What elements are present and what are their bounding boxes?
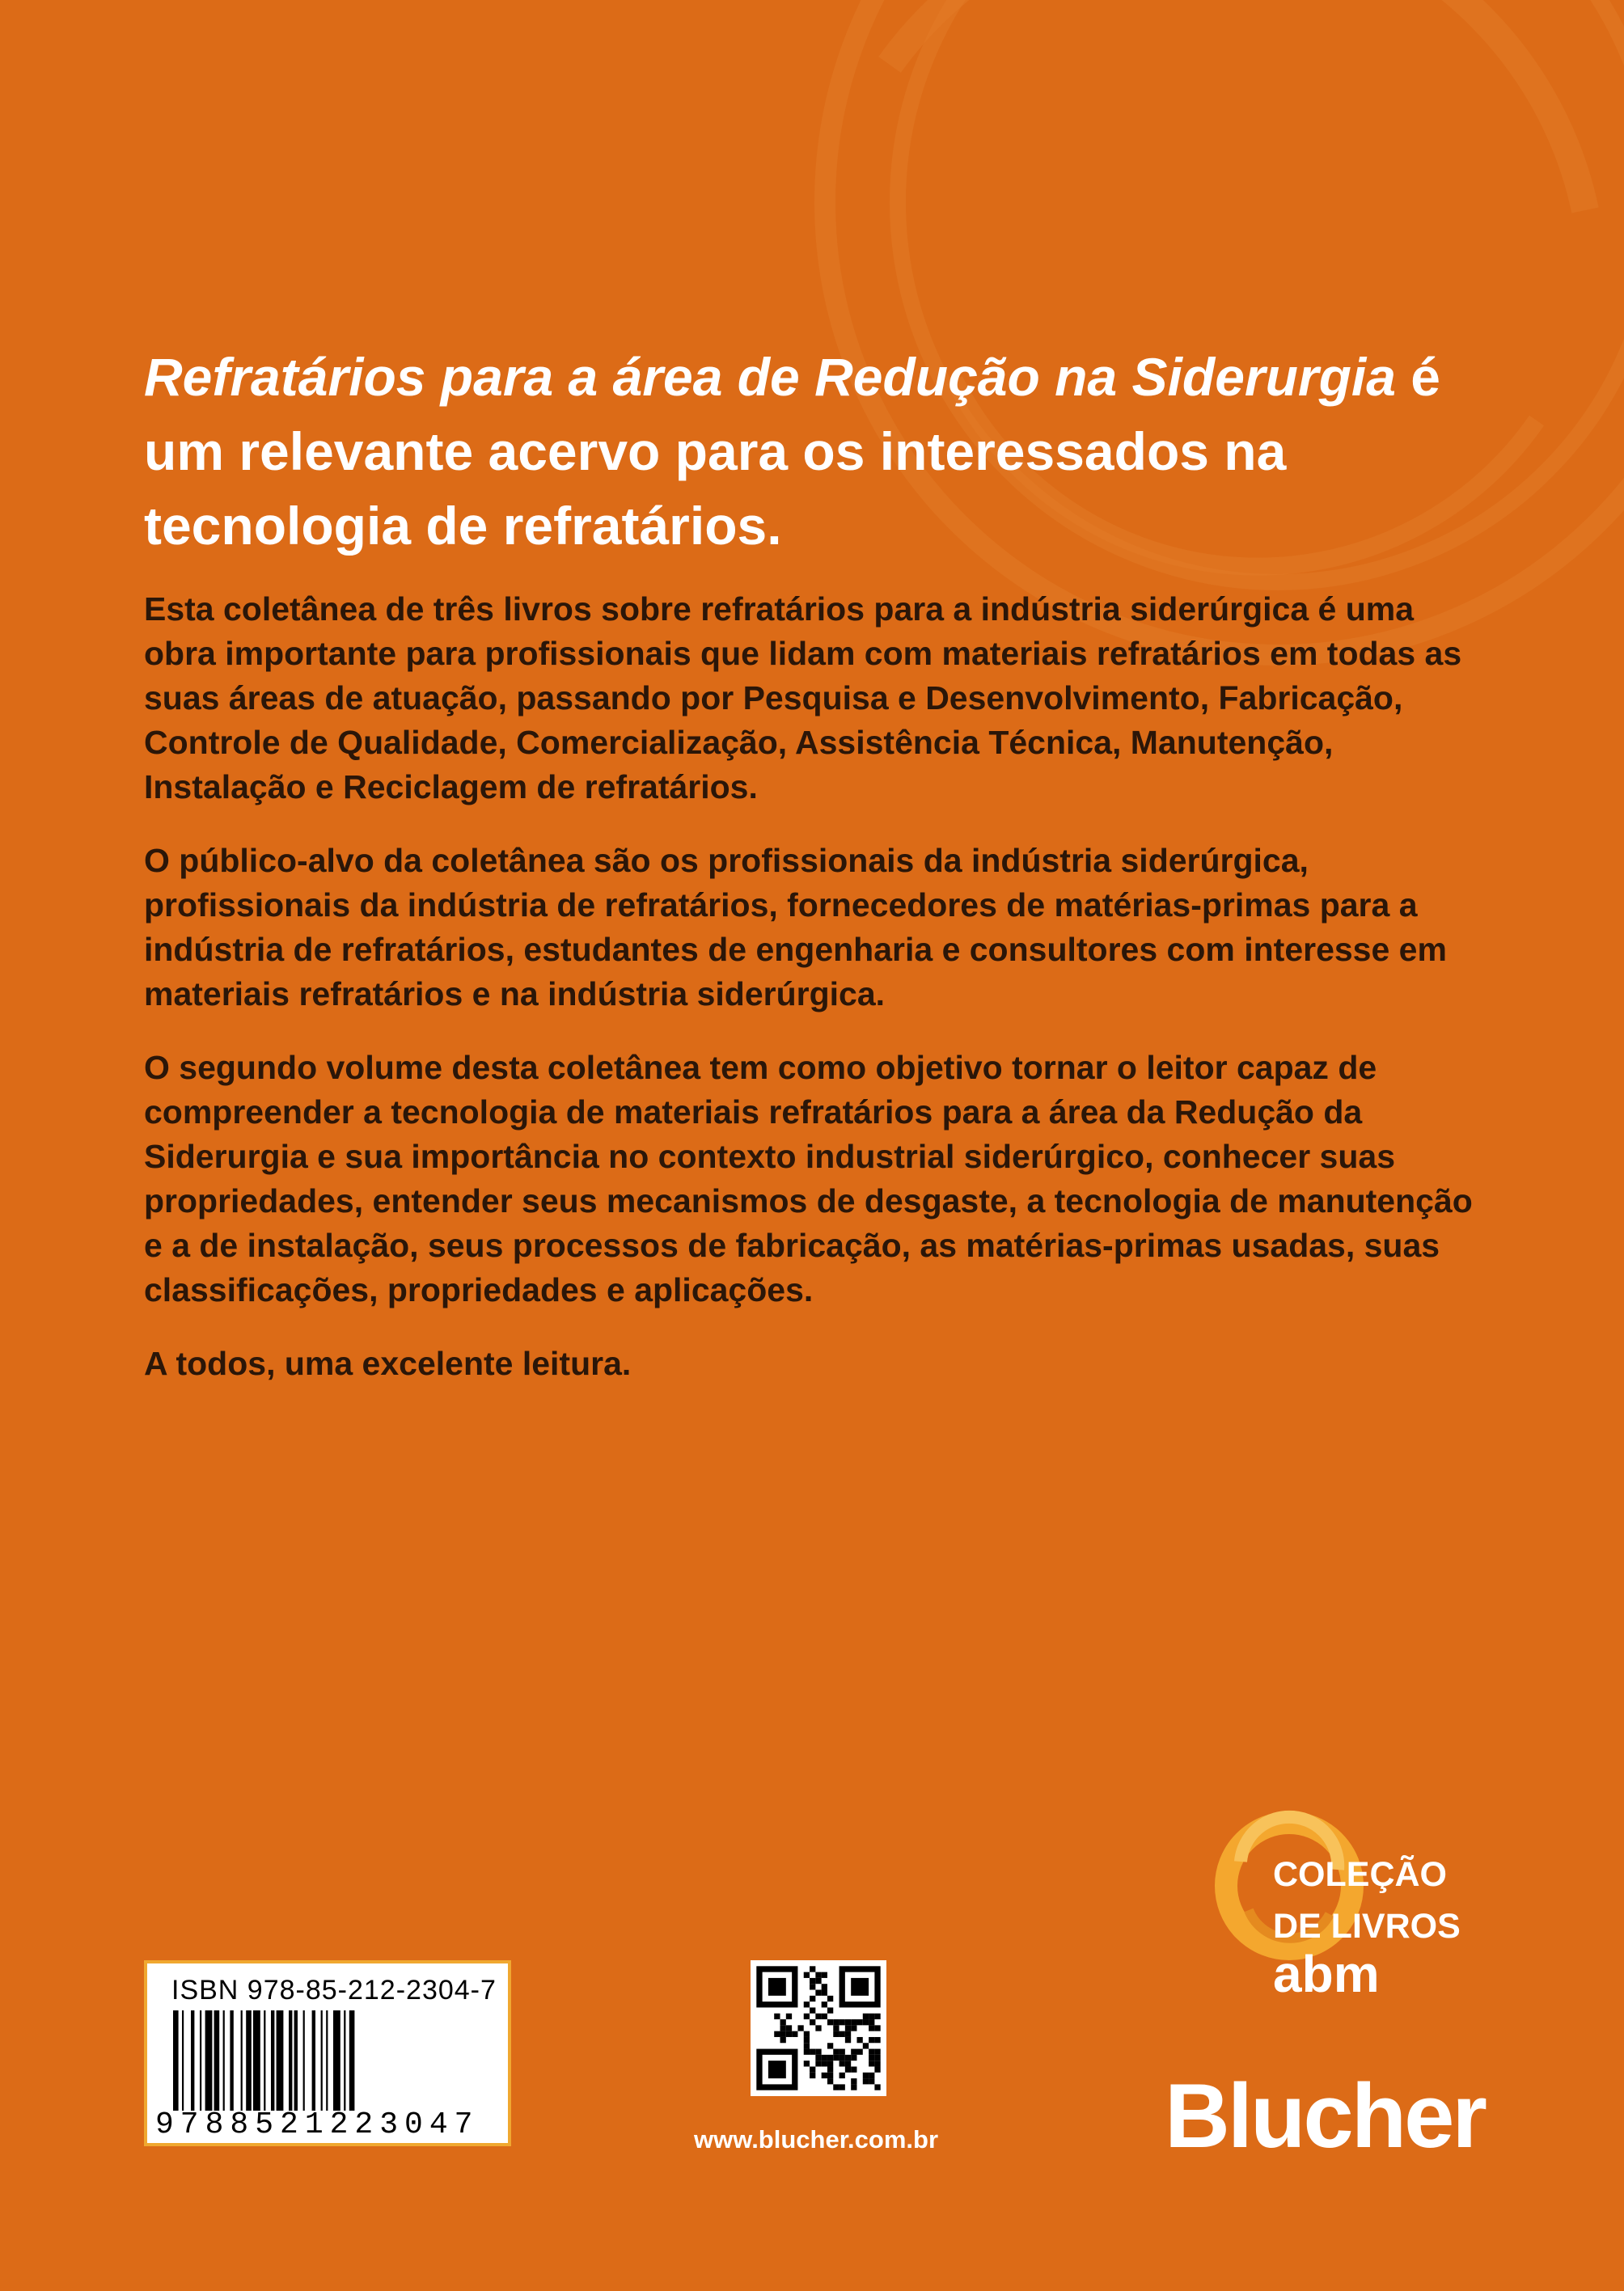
publisher-logo: Blucher: [1165, 2065, 1485, 2166]
paragraph-3: O segundo volume desta coletânea tem como objetivo tornar o leitor capaz de compreender a tecnologia de materiais refratários para a área da Redução da Siderurgia e sua importância no contexto industrial siderúrgico, conhecer suas propriedades, entender seus mecanismos de desgaste, a tecnologia de manutenção e a de instalação, seus processos de fabricação, as matérias-primas usadas, suas classificações, propriedades e aplicações.: [144, 1049, 1473, 1308]
headline: [144, 340, 1478, 563]
headline-rest: é um relevante acervo para os interessados na tecnologia de refratários.: [144, 347, 1440, 556]
abm-logo-line1: COLEÇÃO: [1273, 1855, 1447, 1894]
qr-code-icon[interactable]: [751, 1960, 886, 2096]
headline-book-title: Refratários para a área de Redução na Siderurgia: [144, 347, 1396, 407]
abm-logo-line2: DE LIVROS: [1273, 1907, 1461, 1946]
isbn-barcode: [144, 1960, 511, 2146]
isbn-digits: 9788521223047: [155, 2107, 480, 2142]
barcode-bars: [170, 2010, 493, 2111]
isbn-label: ISBN 978-85-212-2304-7: [171, 1975, 497, 2006]
back-cover-text: [144, 340, 1478, 1415]
paragraph-1: Esta coletânea de três livros sobre refratários para a indústria siderúrgica é uma obra importante para profissionais que lidam com materiais refratários em todas as suas áreas de atuação, passando por Pesquisa e Desenvolvimento, Fabricação, Controle de Qualidade, Comercialização, Assistência Técnica, Manutenção, Instalação e Reciclagem de refratários.: [144, 590, 1462, 805]
paragraph-2: O público-alvo da coletânea são os profissionais da indústria siderúrgica, profissionais da indústria de refratários, fornecedores de matérias-primas para a indústria de refratários, estudantes de engenharia e consultores com interesse em materiais refratários e na indústria siderúrgica.: [144, 842, 1447, 1012]
colecao-livros-abm-logo: [1208, 1805, 1483, 2003]
abm-logo-brand: abm: [1273, 1945, 1380, 2003]
paragraph-4: A todos, uma excelente leitura.: [144, 1345, 632, 1382]
website-link[interactable]: www.blucher.com.br: [694, 2125, 939, 2154]
